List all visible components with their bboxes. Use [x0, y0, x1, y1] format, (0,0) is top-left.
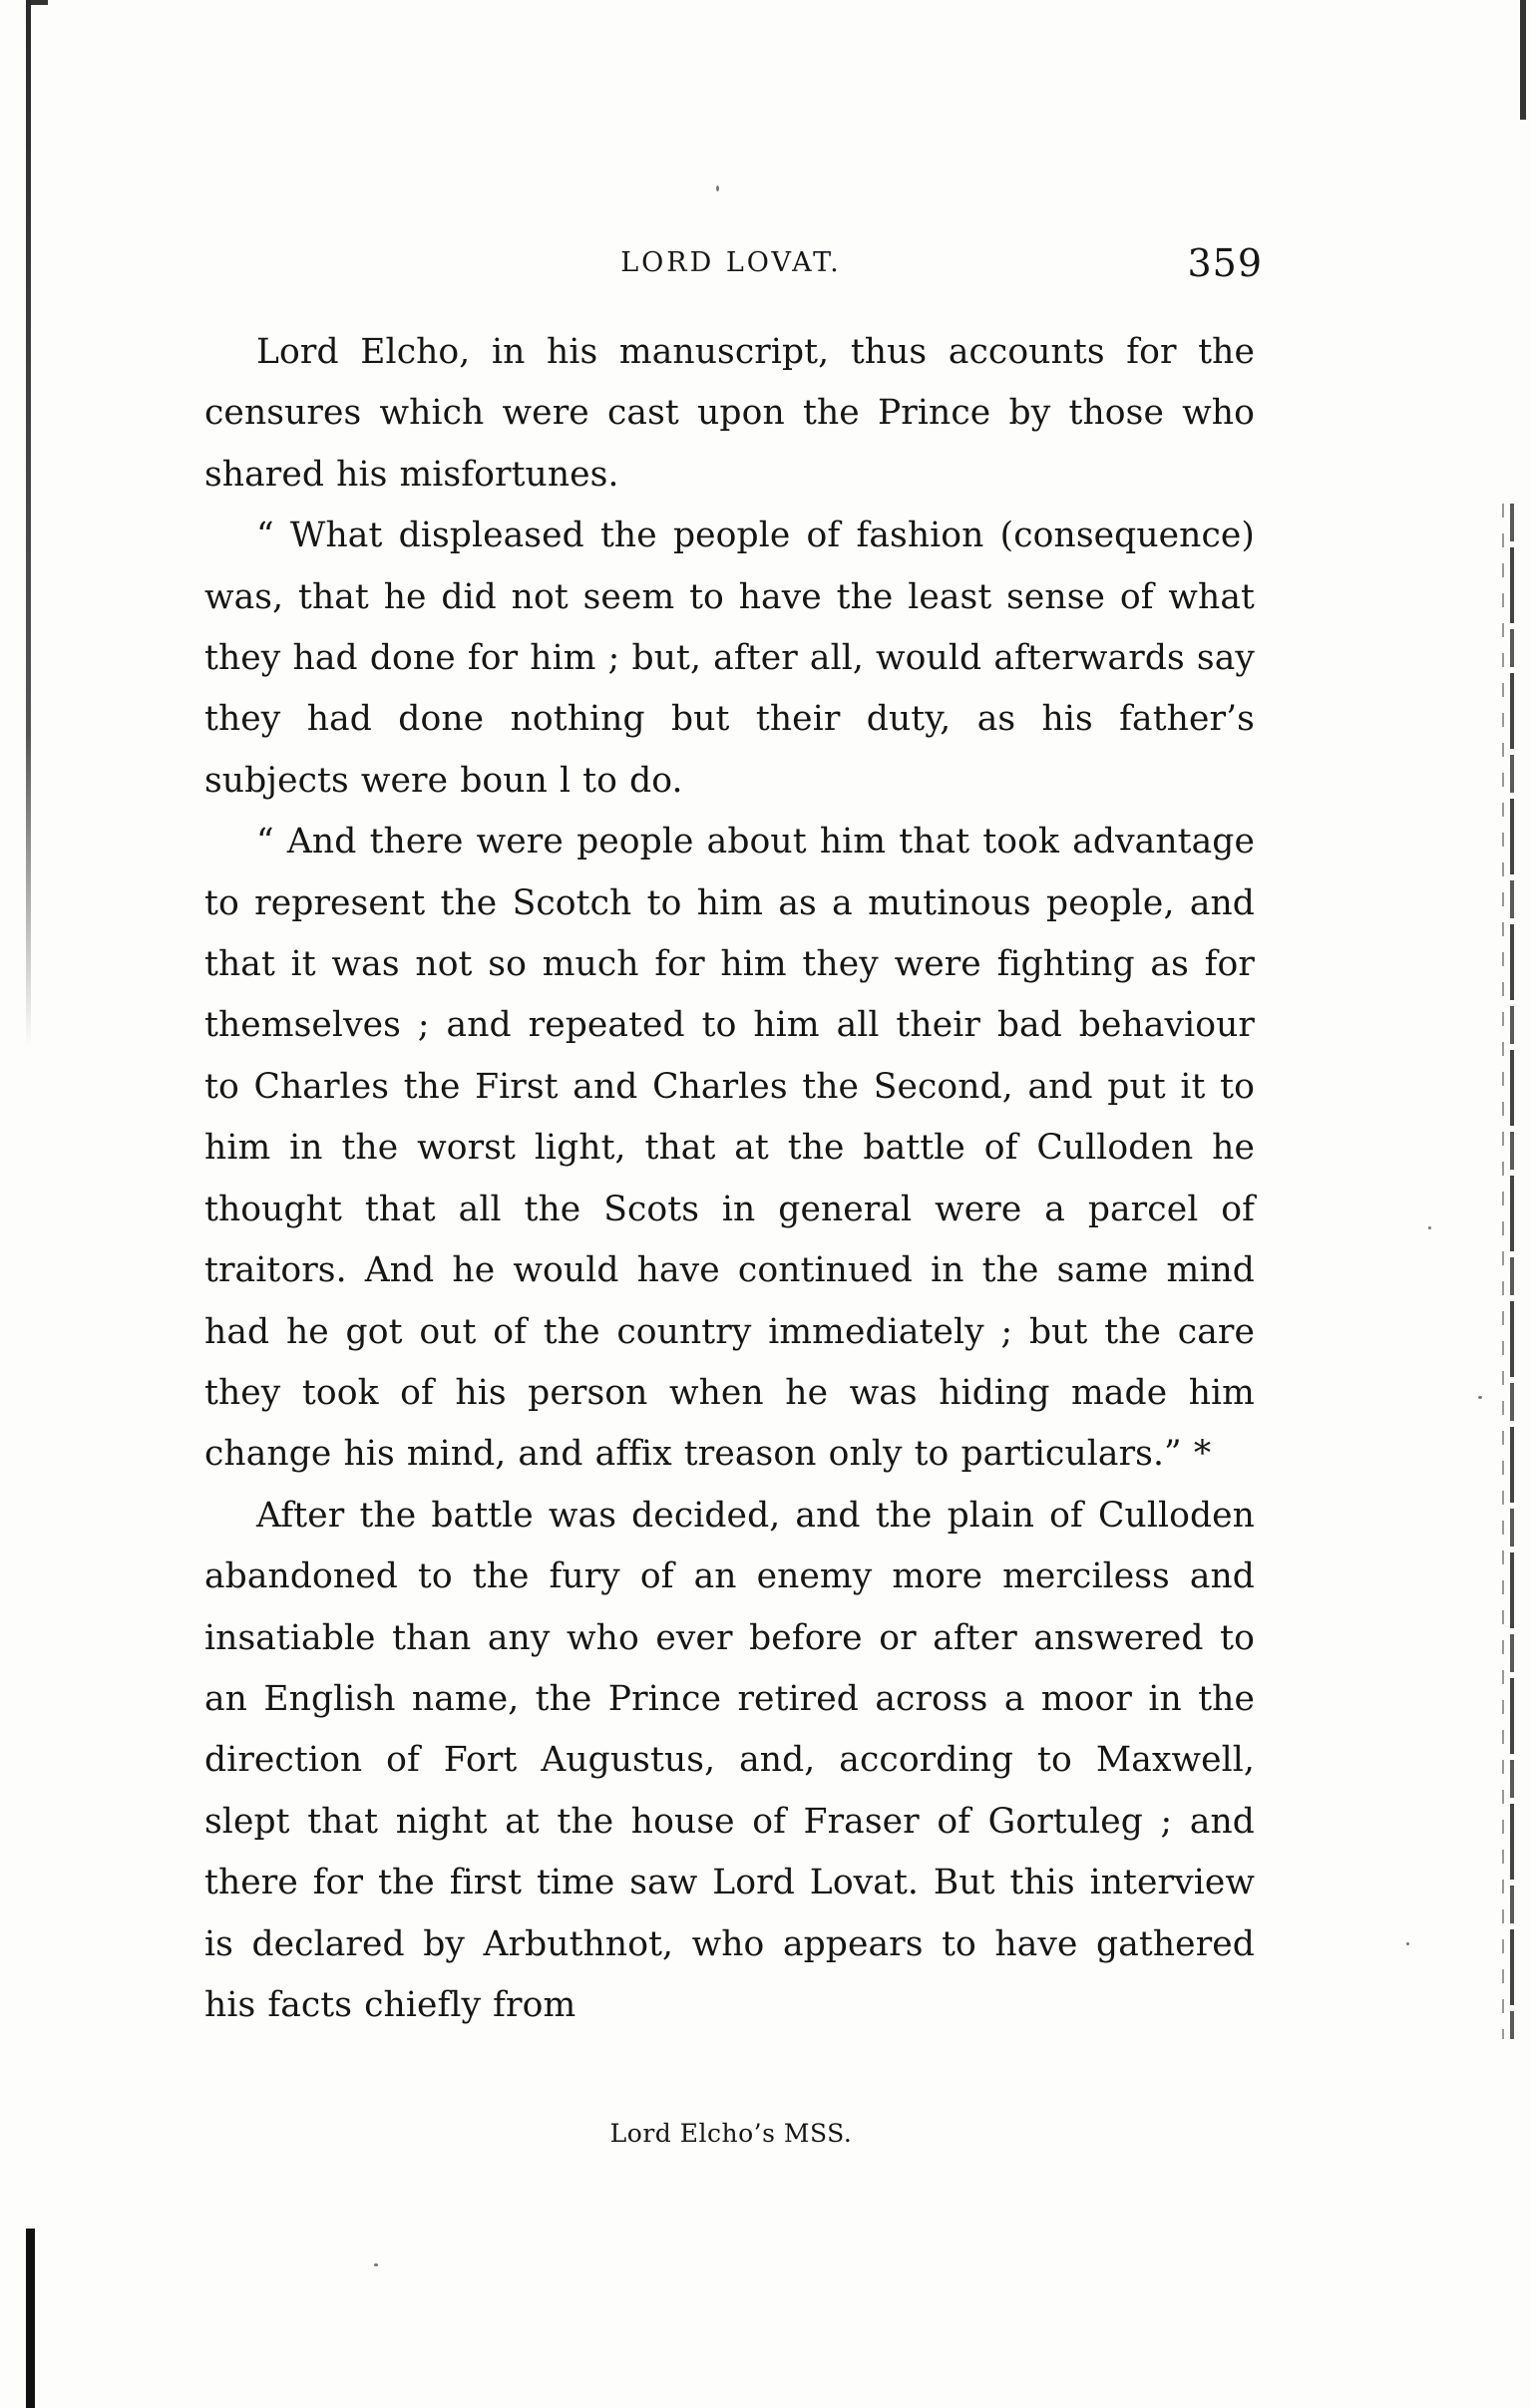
scan-edge-mark — [1520, 0, 1526, 120]
paragraph: After the battle was decided, and the plain of Culloden abandoned to the fury of an enemy more merciless and insatiable than any who ever before or after answered to an English name, the Prince retired across a moor in the direction of Fort Augustus, and, according to Maxwell, slept that night at the house of Fraser of Gortuleg ; and there for the first time saw Lord Lovat. But this interview is declared by Arbuthnot, who appears to have gathered his facts chiefly from — [204, 1495, 1255, 2025]
footnote: Lord Elcho’s MSS. — [609, 2119, 853, 2148]
scan-edge-mark — [1510, 504, 1514, 2039]
running-head — [199, 241, 1263, 291]
body-text — [204, 322, 1255, 2036]
scan-edge-mark — [26, 0, 31, 1047]
scan-edge-mark — [1502, 504, 1504, 2039]
paragraph: “ And there were people about him that took advantage to represent the Scotch to him as a mutinous people, and that it was not so much for him they were fighting as for themselves ; and repeated to him all their bad behaviour to Charles the First and Charles the Second, and put it to him in the worst light, that at the battle of Culloden he thought that all the Scots in general were a parcel of traitors. And he would have continued in the same mind had he got out of the country immediately ; but the care they took of his person when he was hiding made him change his mind, and affix treason only to particulars.” * — [204, 822, 1255, 1475]
scan-speck — [716, 185, 719, 191]
running-title: LORD LOVAT. — [620, 247, 842, 278]
scan-speck — [1406, 1942, 1409, 1945]
page-number: 359 — [1187, 241, 1263, 285]
scan-speck — [1428, 1226, 1431, 1229]
paragraph: Lord Elcho, in his manuscript, thus accounts for the censures which were cast upon the Prince by those who shared his misfortunes. — [204, 332, 1255, 495]
scan-speck — [374, 2263, 378, 2266]
scan-edge-mark — [26, 2229, 35, 2408]
paragraph: “ What displeased the people of fashion (consequence) was, that he did not seem to have the least sense of what they had done for him ; but, after all, would afterwards say they had done nothing but their duty, as his father’s subjects were boun l to do. — [204, 516, 1255, 801]
scan-speck — [1478, 1396, 1482, 1399]
